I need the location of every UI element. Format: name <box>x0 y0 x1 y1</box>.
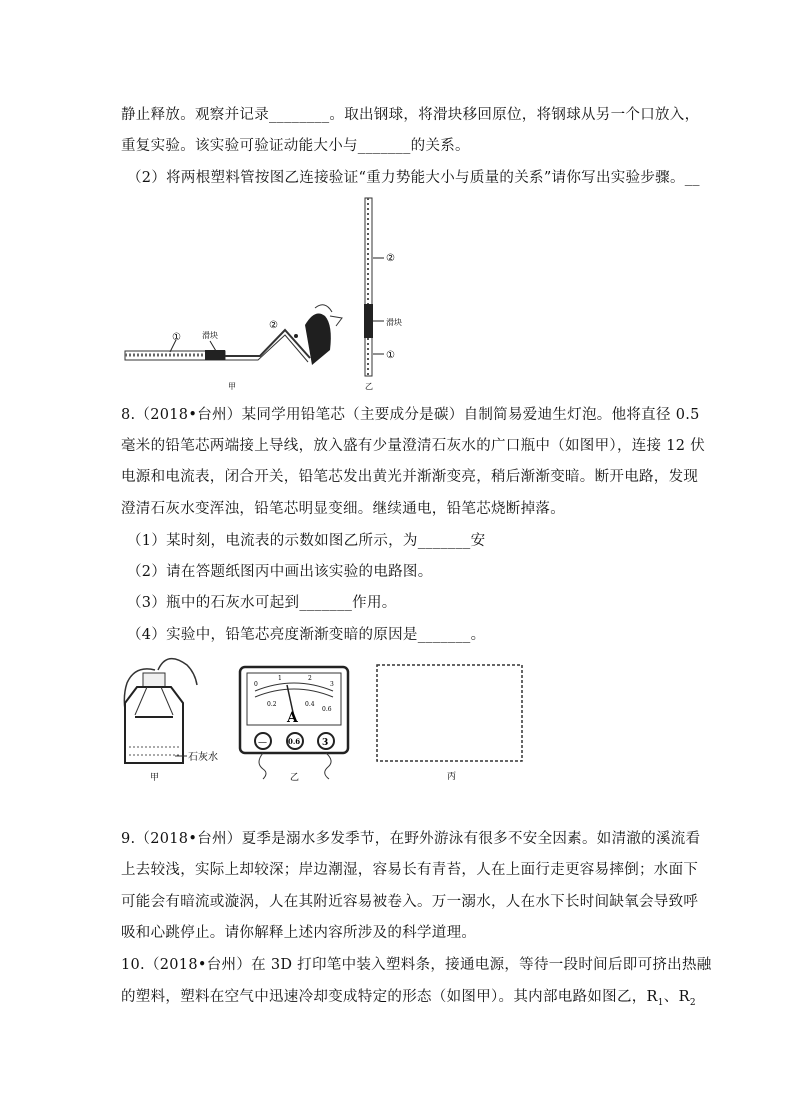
figure-jar <box>124 659 218 783</box>
text-line: 上去较浅，实际上却较深；岸边潮湿，容易长有青苔，人在上面行走更容易摔倒；水面下 <box>121 862 699 878</box>
figure-jia <box>125 305 342 391</box>
terminal-06: 0.6 <box>288 737 301 746</box>
text-line: （2）将两根塑料管按图乙连接验证“重力势能大小与质量的关系”请你写出实验步骤。__ <box>127 170 700 186</box>
text-line <box>121 985 696 1008</box>
scale-top-1: 1 <box>278 675 282 682</box>
scale-top-3: 3 <box>330 681 334 688</box>
caption-yi: 乙 <box>365 382 373 391</box>
figure-empty-box <box>377 665 522 782</box>
text-line: （3）瓶中的石灰水可起到_______作用。 <box>127 595 397 611</box>
text-line: 10.（2018•台州）在 3D 打印笔中装入塑料条，接通电源，等待一段时间后即可挤出热融 <box>121 957 712 973</box>
scale-bottom-3: 0.6 <box>322 706 332 713</box>
text-line: （4）实验中，铅笔芯亮度渐渐变暗的原因是_______。 <box>127 627 486 643</box>
caption-jia: 甲 <box>228 382 236 391</box>
text-line: 毫米的铅笔芯两端接上导线，放入盛有少量澄清石灰水的广口瓶中（如图甲），连接 12 伏 <box>121 438 706 454</box>
caption-jia-2: 甲 <box>150 773 160 783</box>
caption-bing: 丙 <box>447 772 457 782</box>
text-line: 8.（2018•台州）某同学用铅笔芯（主要成分是碳）自制简易爱迪生灯泡。他将直径 0.5 <box>121 407 700 423</box>
scale-bottom-2: 0.4 <box>305 701 315 708</box>
text-line: 静止释放。观察并记录________。取出钢球，将滑块移回原位，将钢球从另一个口放入， <box>121 107 700 123</box>
text-line: 澄清石灰水变浑浊，铅笔芯明显变细。继续通电，铅笔芯烧断掉落。 <box>121 501 565 517</box>
label-2: ② <box>269 320 278 331</box>
scale-top-0: 0 <box>254 681 258 688</box>
text-line: 可能会有暗流或漩涡，人在其附近容易被卷入。万一溺水，人在水下长时间缺氧会导致呼 <box>121 894 699 910</box>
text-line: 吸和心跳停止。请你解释上述内容所涉及的科学道理。 <box>121 925 477 941</box>
text-line: 重复实验。该实验可验证动能大小与_______的关系。 <box>121 138 470 154</box>
text-line: （1）某时刻，电流表的示数如图乙所示，为_______安 <box>127 533 486 549</box>
label-1: ① <box>172 332 181 343</box>
subscript-r2: 2 <box>689 997 696 1008</box>
figure-circuit <box>115 655 535 785</box>
caption-yi-2: 乙 <box>290 773 300 783</box>
scale-bottom-1: 0.2 <box>267 701 277 708</box>
terminal-3: 3 <box>322 738 329 748</box>
figure-ammeter <box>240 667 348 783</box>
ammeter-unit: A <box>287 710 298 726</box>
slider-label-yi: 滑块 <box>386 318 402 327</box>
figure-tubes <box>120 190 420 395</box>
text-line: 电源和电流表，闭合开关，铅笔芯发出黄光并渐渐变亮，稍后渐渐变暗。断开电路，发现 <box>121 469 699 485</box>
separator: 、R <box>663 989 690 1005</box>
text-line: 9.（2018•台州）夏季是溺水多发季节，在野外游泳有很多不安全因素。如清澈的溪流看 <box>121 831 701 847</box>
scale-top-2: 2 <box>308 675 312 682</box>
limewater-label: 石灰水 <box>188 752 218 763</box>
subscript-r1: 1 <box>657 997 664 1008</box>
text-line: （2）请在答题纸图丙中画出该实验的电路图。 <box>127 564 433 580</box>
text-span: 的塑料，塑料在空气中迅速冷却变成特定的形态（如图甲）。其内部电路如图乙，R <box>121 989 658 1005</box>
terminal-neg: — <box>258 738 267 748</box>
label-2-yi: ② <box>386 253 395 264</box>
label-1-yi: ① <box>386 350 395 361</box>
figure-yi <box>364 198 402 391</box>
slider-label: 滑块 <box>202 331 218 340</box>
